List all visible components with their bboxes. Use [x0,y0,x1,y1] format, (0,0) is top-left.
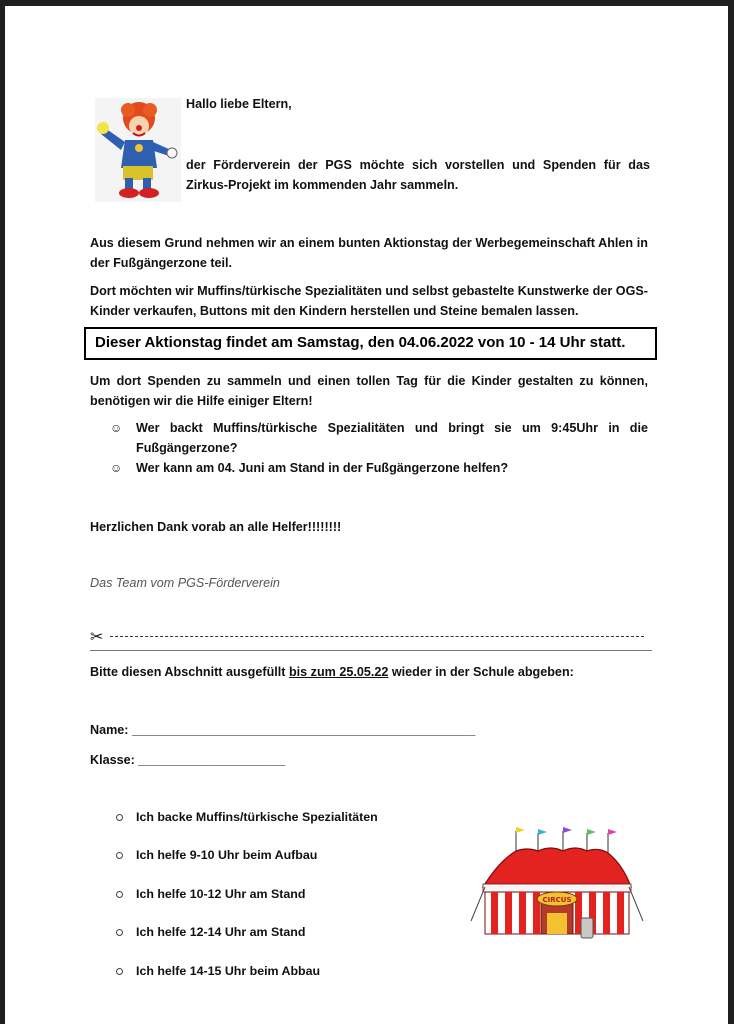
dashed-line [110,636,644,637]
circus-sign-text: CIRCUS [542,896,572,904]
thanks-line: Herzlichen Dank vorab an alle Helfer!!!!!!!! [90,520,342,534]
scissors-icon: ✂ [90,627,104,646]
option-bake[interactable]: Ich backe Muffins/türkische Spezialitäten [136,810,378,824]
smiley-icon: ☺ [110,461,123,475]
radio-circle-icon[interactable] [116,852,123,859]
paragraph-event: Aus diesem Grund nehmen wir an einem bunten Aktionstag der Werbegemeinschaft Ahlen in der Fußgängerzone teil. [90,236,648,270]
letter-page [5,6,728,1024]
option-stand-2[interactable]: Ich helfe 12-14 Uhr am Stand [136,925,306,939]
event-date-banner: Dieser Aktionstag findet am Samstag, den 04.06.2022 von 10 - 14 Uhr statt. [84,327,657,360]
greeting: Hallo liebe Eltern, [186,97,292,111]
form-instruction: Bitte diesen Abschnitt ausgefüllt bis zum 25.05.22 wieder in der Schule abgeben: [90,665,574,679]
smiley-icon: ☺ [110,421,123,435]
divider [90,650,652,651]
name-field[interactable]: Name: _________________________________________________ [90,723,476,737]
option-stand-1[interactable]: Ich helfe 10-12 Uhr am Stand [136,887,306,901]
radio-circle-icon[interactable] [116,968,123,975]
clown-illustration [95,98,181,202]
option-setup[interactable]: Ich helfe 9-10 Uhr beim Aufbau [136,848,318,862]
radio-circle-icon[interactable] [116,929,123,936]
class-field[interactable]: Klasse: _____________________ [90,753,286,767]
radio-circle-icon[interactable] [116,814,123,821]
deadline: bis zum 25.05.22 [288,665,389,679]
signature: Das Team vom PGS-Förderverein [90,576,280,590]
bullet-item: Wer backt Muffins/türkische Spezialitäten und bringt sie um 9:45Uhr in die Fußgängerzone? [136,421,648,455]
radio-circle-icon[interactable] [116,891,123,898]
cut-line [90,626,652,652]
paragraph-help-request: Um dort Spenden zu sammeln und einen tollen Tag für die Kinder gestalten zu können, benötigen wir die Hilfe einiger Eltern! [90,374,648,408]
paragraph-activities: Dort möchten wir Muffins/türkische Spezialitäten und selbst gebastelte Kunstwerke der OGS-Kinder verkaufen, Buttons mit den Kindern herstellen und Steine bemalen lassen. [90,284,648,318]
option-teardown[interactable]: Ich helfe 14-15 Uhr beim Abbau [136,964,321,978]
circus-tent-illustration [463,821,647,949]
intro-paragraph: der Förderverein der PGS möchte sich vorstellen und Spenden für das Zirkus-Projekt im kommenden Jahr sammeln. [186,158,650,192]
bullet-item: Wer kann am 04. Juni am Stand in der Fußgängerzone helfen? [136,461,509,475]
